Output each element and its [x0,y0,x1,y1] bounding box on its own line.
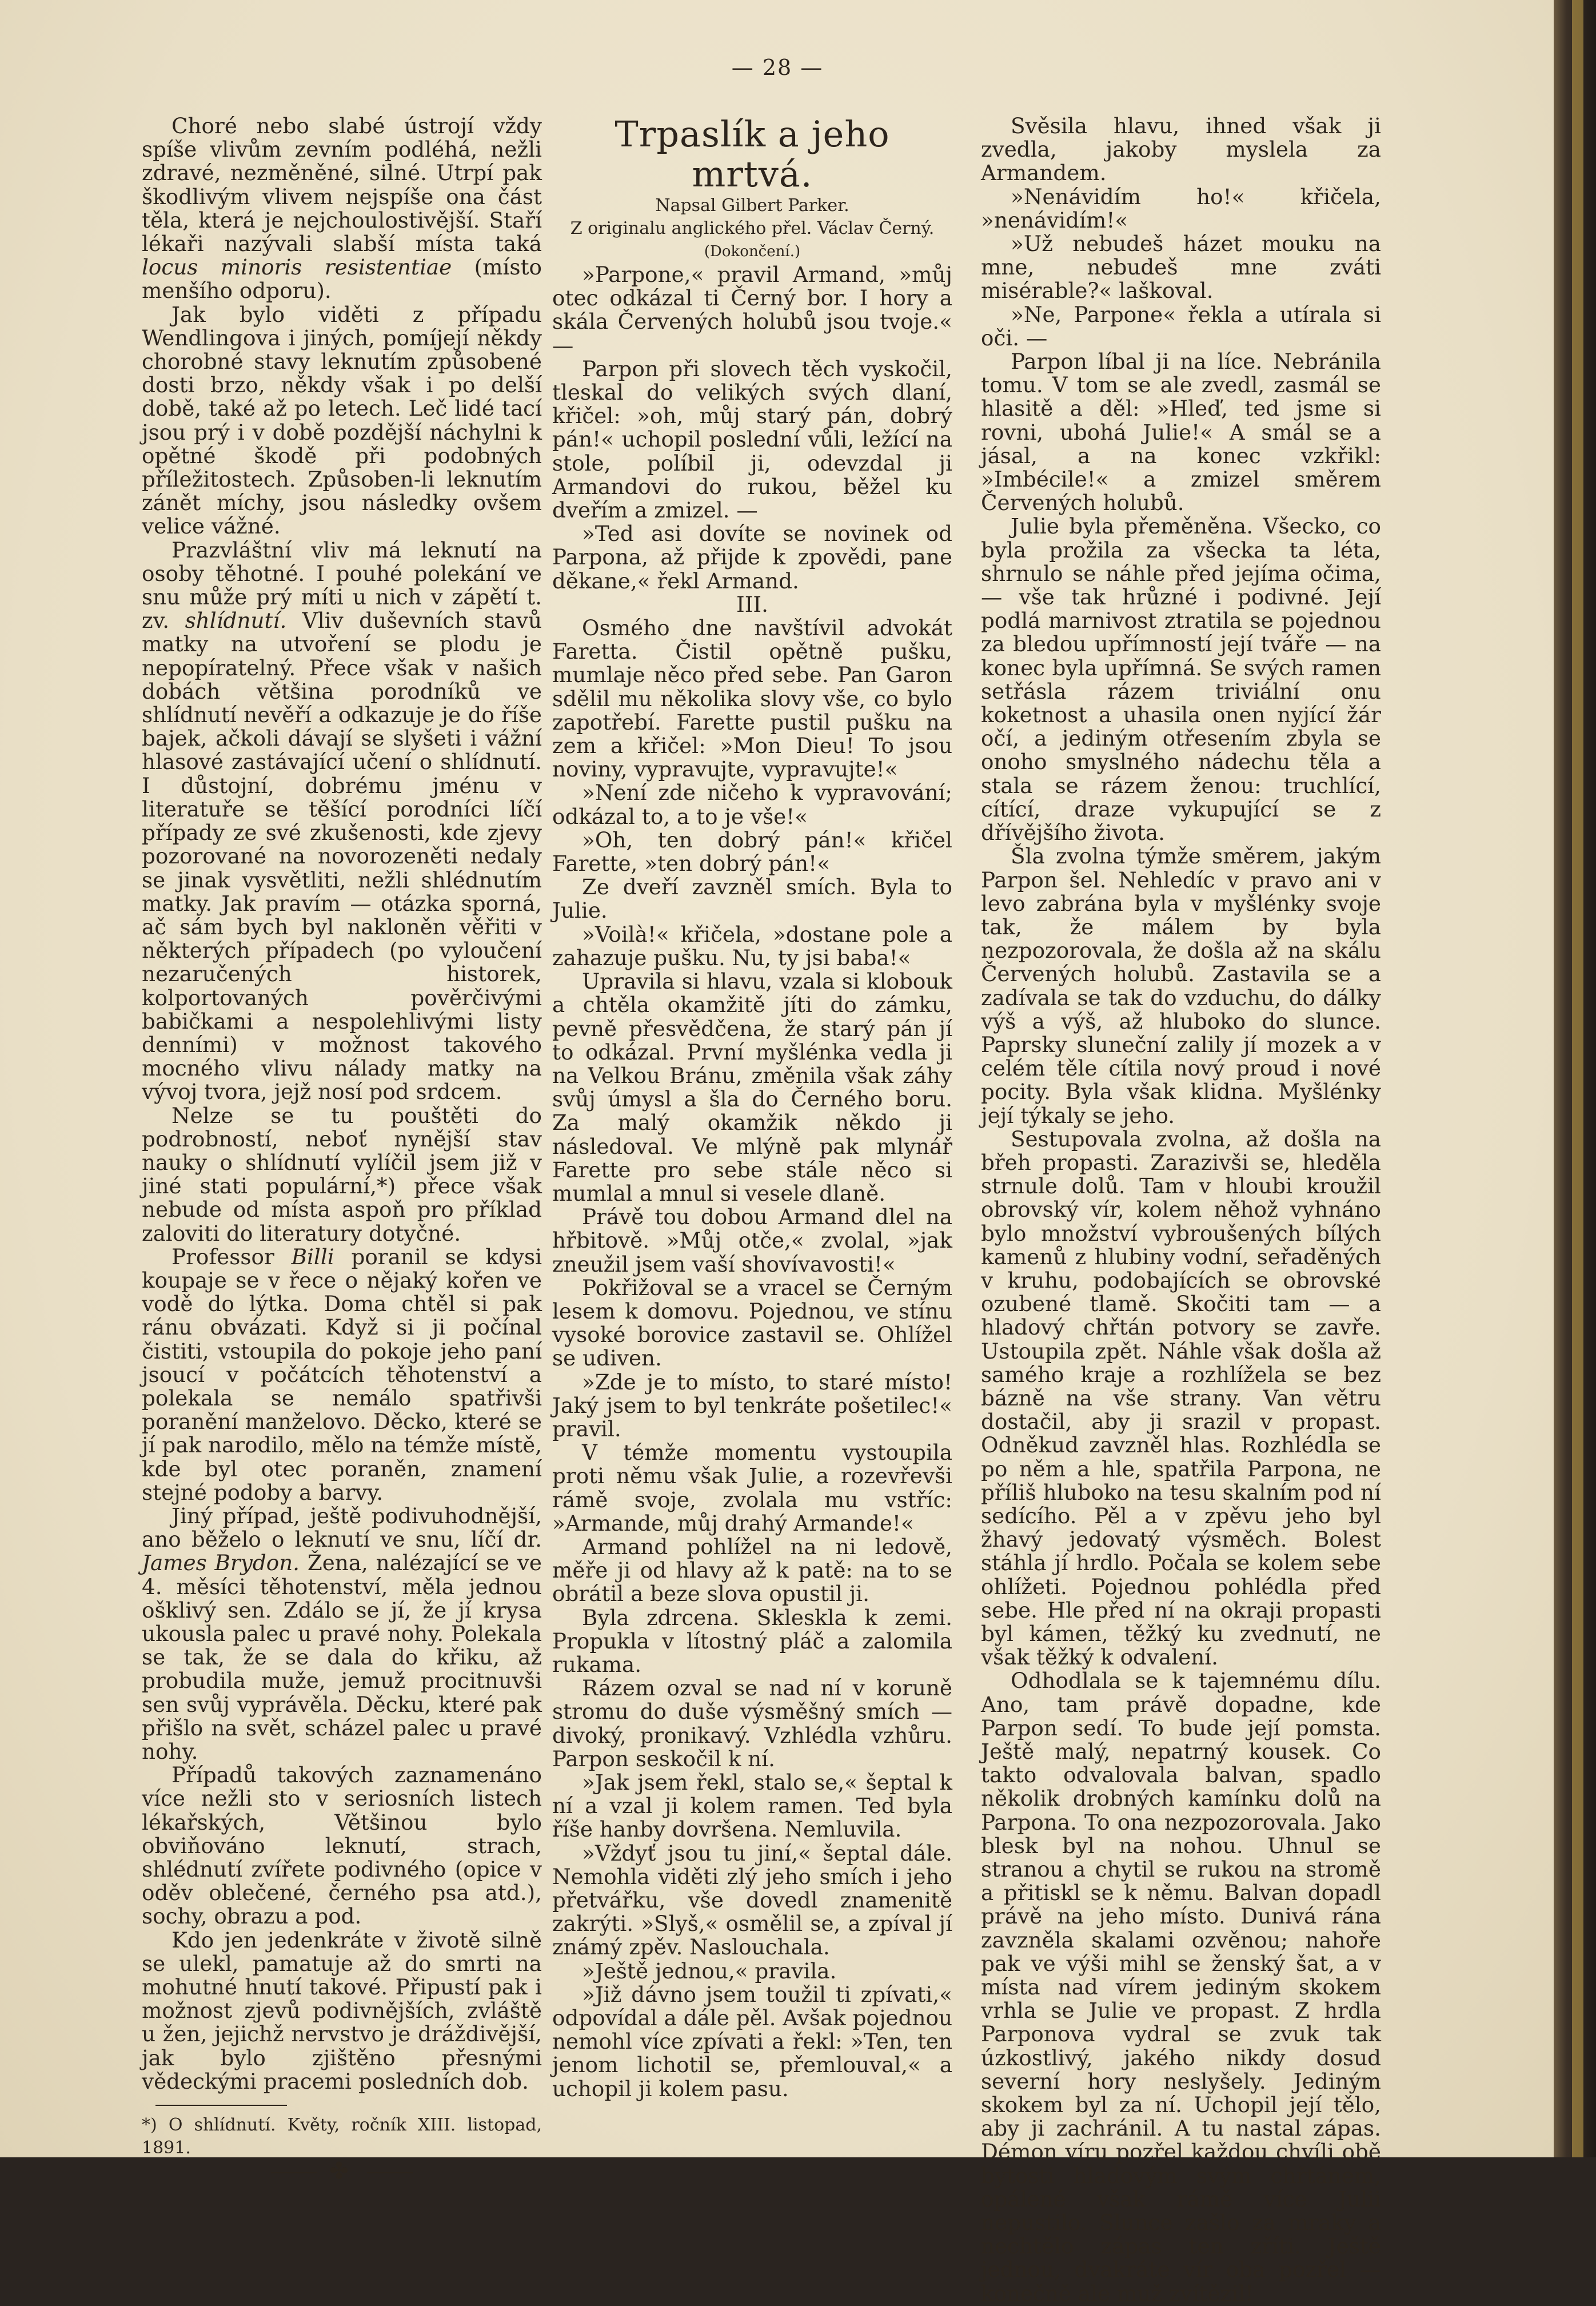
paragraph: »Jak jsem řekl, stalo se,« šeptal k ní a vzal ji kolem ramen. Ted byla říše hanby dovršena. Nemluvila. [552,1770,952,1842]
paragraph: »Ted asi dovíte se novinek od Parpona, až přijde k zpovědi, pane děkane,« řekl Armand. [552,521,952,594]
paragraph: »Nenávidím ho!« křičela, »nenávidím!« [981,184,1381,233]
continuation-note: (Dokončení.) [704,243,801,260]
footnote-rule [155,2105,287,2106]
paragraph: »Zde je to místo, to staré místo! Jaký jsem to byl tenkráte pošetilec!« pravil. [552,1369,952,1441]
ornament-divider: ✤ [142,2160,542,2183]
paragraph: »Ještě jednou,« pravila. [582,1958,837,1984]
paragraph: »Již dávno jsem toužil ti zpívati,« odpovídal a dále pěl. Avšak pojednou nemohl více zpívati a řekl: »Ten, ten jenom lichotil se, přemlouval,« a uchopil ji kolem pasu. [552,1981,952,2101]
paragraph: Parpon při slovech těch vyskočil, tleskal do velikých svých dlaní, křičel: »oh, můj starý pán, dobrý pán!« uchopil poslední vůli, ležící na stole, políbil ji, odevzdal ji Armandovi do rukou, běžel ku dveřím a zmizel. — [552,356,952,523]
paragraph: Kdo jen jedenkráte v životě silně se ulekl, pamatuje až do smrti na mohutné hnutí takové. Připustí pak i možnost zjevů podivnějších, zvláště u žen, jejichž nervstvo je dráždivější, jak bylo zjištěno přesnými vědeckými pracemi posledních dob. [142,1927,542,2094]
paragraph: »Parpone,« pravil Armand, »můj otec odkázal ti Černý bor. I hory a skála Červených holubů jsou tvoje.« — [552,262,952,358]
paragraph: »Ne, Parpone« řekla a utírala si oči. — [981,301,1381,351]
paragraph: Rázem ozval se nad ní v koruně stromu do duše výsměšný smích — divoký, pronikavý. Vzhlédla vzhůru. Parpon seskočil k ní. [552,1675,952,1771]
paragraph: Svěsila hlavu, ihned však ji zvedla, jakoby myslela za Armandem. [981,113,1381,186]
section-heading: III. [736,591,769,617]
footnote: *) O shlídnutí. Květy, ročník XIII. listopad, 1891. [142,2115,542,2158]
paragraph: Jiný případ, ještě podivuhodnější, ano běželo o leknutí ve snu, líčí dr. James Brydon. Žena, nalézající se ve 4. měsíci těhotenství, měla jednou ošklivý sen. Zdálo se jí, že jí krysa ukousla palec u pravé nohy. Polekala se tak, že se dala do křiku, až probudila muže, jemuž procitnuvši sen svůj vyprávěla. Děcku, které pak přišlo na svět, scházel palec u pravé nohy. [142,1503,542,1765]
paragraph: Upravila si hlavu, vzala si klobouk a chtěla okamžitě jíti do zámku, pevně přesvědčena, že starý pán jí to odkázal. První myšlénka vedla ji na Velkou Bránu, změnila však záhy svůj úmysl a šla do Černého boru. Za malý okamžik někdo ji následoval. Ve mlýně pak mlynář Farette pro sebe stále něco si mumlal a mnul si vesele dlaně. [552,969,952,1206]
paragraph: Professor Billi poranil se kdysi koupaje se v řece o nějaký kořen ve vodě do lýtka. Doma chtěl si pak ránu obvázati. Když si ji počínal čistiti, vstoupila do pokoje jeho paní jsoucí v počátcích těhotenství a polekala se nemálo spatřivši poranění manželovo. Děcko, které se jí pak narodilo, mělo na témže místě, kde byl otec poraněn, znamení stejné podoby a barvy. [142,1244,542,1505]
paragraph: Byla zdrcena. Skleskla k zemi. Propukla v lítostný pláč a zalomila rukama. [552,1604,952,1677]
paragraph: Julie byla přeměněna. Všecko, co byla prožila za všecka ta léta, shrnulo se náhle před jejíma očima, — vše tak hrůzné i podivné. Její podlá marnivost ztratila se pojednou za bledou upřímností její tváře — na konec byla upřímná. Se svých ramen setřásla rázem triviální onu koketnost a uhasila onen nyjící žár očí, a jediným otřesením zbyla se onoho smyslného nádechu těla a stala se rázem ženou: truchlící, cítící, draze vykupující se z dřívějšího života. [981,513,1381,846]
column-middle [552,114,952,2101]
paragraph: Pokřižoval se a vracel se Černým lesem k domovu. Pojednou, ve stínu vysoké borovice zastavil se. Ohlížel se udiven. [552,1275,952,1371]
paragraph: Ze dveří zavzněl smích. Byla to Julie. [552,874,952,923]
paragraph: Armand pohlížel na ni ledově, měře ji od hlavy až k patě: na to se obrátil a beze slova opustil ji. [552,1534,952,1607]
paragraph: »Není zde ničeho k vypravování; odkázal to, a to je vše!« [552,780,952,829]
story-author: Napsal Gilbert Parker. [655,196,849,216]
story-title: Trpaslík a jeho mrtvá. [615,113,890,195]
paragraph: Případů takových zaznamenáno více nežli sto v seriosních listech lékařských, Většinou bylo obviňováno leknutí, strach, shlédnutí zvířete podivného (opice v oděv oblečené, černého psa atd.), sochy, obrazu a pod. [142,1762,542,1929]
paragraph: Odhodlala se k tajemnému dílu. Ano, tam právě dopadne, kde Parpon sedí. To bude její pomsta. Ještě malý, nepatrný kousek. Co takto odvalovala balvan, spadlo několik drobných kamínku dolů na Parpona. To ona nezpozorovala. Jako blesk byl na nohou. Uhnul se stranou a chytil se rukou na stromě a přitiskl se k němu. Balvan dopadl právě na jeho místo. Dunivá rána zavzněla skalami ozvěnou; nahoře pak ve výši mihl se ženský šat, a v místa nad vírem jediným skokem vrhla se Julie ve propast. Z hrdla Parponova vydral se zvuk tak úzkostlivý, jakého nikdy dosud severní hory neslyšely. Jediným skokem byl za ní. Uchopil její tělo, aby ji zachránil. A tu nastal zápas. Démon víru pozřel každou chvíli obě bytosti hladovým svým chřtánem, opálené však rámě více Julii nepustilo. Slunce zašlo za mraky a nechtělo zápas ten zříti. Ještě jednou, dvakráte vír oba pozřel — konečně ale muž zvítězil! [981,1668,1381,2306]
story-translator: Z originalu anglického přel. Václav Černý. [570,218,935,238]
paragraph: »Už nebudeš házet mouku na mne, nebudeš mne zváti misérable?« laškoval. [981,231,1381,304]
paragraph: Sestupovala zvolna, až došla na břeh propasti. Zarazivši se, hleděla strnule dolů. Tam v hloubi kroužil obrovský vír, kolem něhož vyhnáno bylo množství vybroušených bílých kamenů z hlubiny vodní, seřaděných v kruhu, podobajících se obrovské ozubené tlamě. Skočiti tam — a hladový chřtán potvory se zavře. Ustoupila zpět. Náhle však došla až samého kraje a rozhlížela se bez bázně na vše strany. Van větru dostačil, aby ji srazil v propast. Odněkud zavzněl hlas. Rozhlédla se po něm a hle, spatřila Parpona, ne příliš hluboko na tesu skalním pod ní sedícího. Pěl a v zpěvu jeho byl žhavý jedovatý výsměch. Bolest stáhla jí hrdlo. Počala se kolem sebe ohlížeti. Pojednou pohlédla před sebe. Hle před ní na okraji propasti byl kámen, těžký ku zvednutí, ne však těžký k odvalení. [981,1126,1381,1670]
paragraph: Prazvláštní vliv má leknutí na osoby těhotné. I pouhé polekání ve snu může prý míti u nich v zápětí t. zv. shlídnutí. Vliv duševních stavů matky na utvoření se plodu je nepopíratelný. Přece však v našich dobách většina porodníků ve shlídnutí nevěří a odkazuje je do říše bajek, ačkoli dávají se slyšeti i vážní hlasové zastávající učení o shlídnutí. I důstojní, dobrému jménu v literatuře se těšící porodníci líčí případy ze své zkušenosti, kde zjevy pozorované na novorozeněti nedaly se jinak vysvětliti, nežli shlédnutím matky. Jak pravím — otázka sporná, ač sám bych byl nakloněn věřiti v některých případech (po vyloučení nezaručených historek, kolportovaných pověrčivými babičkami a nespolehlivými listy denními) v možnost takového mocného vlivu nálady matky na vývoj tvora, jejž nosí pod srdcem. [142,537,542,1105]
paragraph: Choré nebo slabé ústrojí vždy spíše vlivům zevním podléhá, nežli zdravé, nezměněné, silné. Utrpí pak škodlivým vlivem nejspíše ona část těla, která je nejchoulostivější. Staří lékaři nazývali slabší místa taká locus minoris resistentiae (místo menšího odporu). [142,113,542,304]
paragraph: Osmého dne navštívil advokát Faretta. Čistil opětně pušku, mumlaje něco před sebe. Pan Garon sdělil mu několika slovy vše, co bylo zapotřebí. Farette pustil pušku na zem a křičel: »Mon Dieu! To jsou noviny, vypravujte, vypravujte!« [552,615,952,782]
paragraph: Šla zvolna týmže směrem, jakým Parpon šel. Nehledíc v pravo ani v levo zabrána byla v myšlénky svoje tak, že málem by byla nezpozorovala, že došla až na skálu Červených holubů. Zastavila se a zadívala se tak do vzduchu, do dálky výš a výš, až hluboko do slunce. Paprsky sluneční zalily jí mozek a v celém těle cítila nový proud i nové pocity. Byla však klidna. Myšlénky její týkaly se jeho. [981,843,1381,1128]
paragraph: Nelze se tu pouštěti do podrobností, neboť nynější stav nauky o shlídnutí vylíčil jsem již v jiné stati populární,*) přece však nebude od místa aspoň pro příklad zaloviti do literatury dotyčné. [142,1102,542,1246]
paragraph: »Voilà!« křičela, »dostane pole a zahazuje pušku. Nu, ty jsi baba!« [552,921,952,970]
page-number: — 28 — [731,55,824,80]
column-left [142,114,542,2183]
paragraph: »Vždyť jsou tu jiní,« šeptal dále. Nemohla viděti zlý jeho smích i jeho přetvářku, vše dovedl znamenitě zakrýti. »Slyš,« osmělil se, a zpíval jí známý zpěv. Naslouchala. [552,1840,952,1960]
paragraph: V témže momentu vystoupila proti němu však Julie, a rozevřevši rámě svoje, zvolala mu vstříc: »Armande, můj drahý Armande!« [552,1440,952,1536]
paragraph: Jak bylo viděti z případu Wendlingova i jiných, pomíjejí někdy chorobné stavy leknutím způsobené dosti brzo, někdy však i po delší době, také až po letech. Leč lidé tací jsou prý i v době pozdější náchylni k opětné škodě při podobných příležitostech. Způsoben-li leknutím zánět míchy, jsou následky ovšem velice vážné. [142,301,542,539]
book-edge-strip [1572,0,1583,2157]
paragraph: Právě tou dobou Armand dlel na hřbitově. »Můj otče,« zvolal, »jak zneužil jsem vaší shovívavosti!« [552,1204,952,1277]
paragraph: Parpon líbal ji na líce. Nebránila tomu. V tom se ale zvedl, zasmál se hlasitě a děl: »Hleď, ted jsme si rovni, ubohá Julie!« A smál se a jásal, a na konec vzkřikl: »Imbécile!« a zmizel směrem Červených holubů. [981,349,1381,516]
paragraph: »Oh, ten dobrý pán!« křičel Farette, »ten dobrý pán!« [552,827,952,877]
column-right [981,114,1381,2305]
